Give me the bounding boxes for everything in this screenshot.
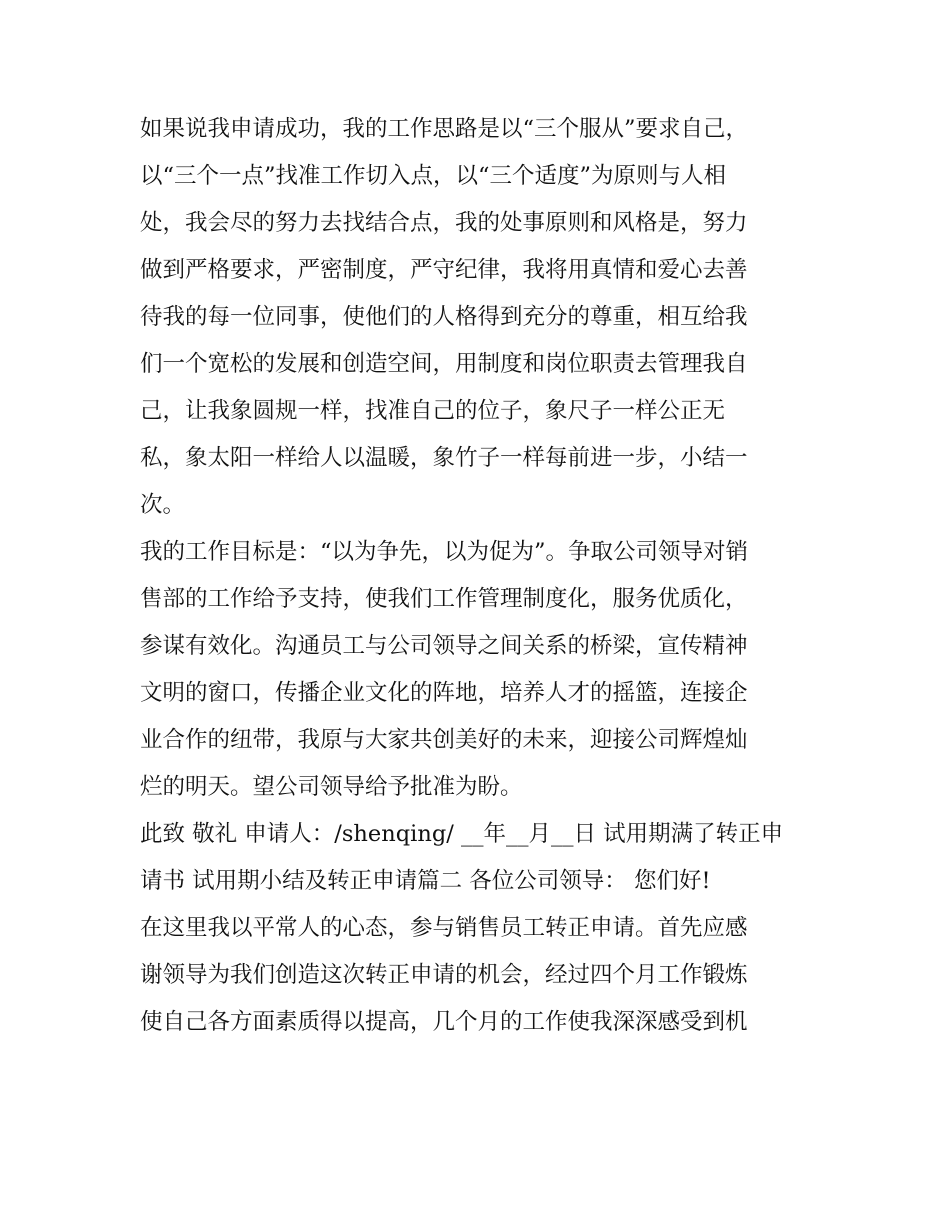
text-line: 以“三个一点”找准工作切入点，以“三个适度”为原则与人相 xyxy=(140,163,727,189)
text-line: 做到严格要求，严密制度，严守纪律，我将用真情和爱心去善 xyxy=(140,257,748,283)
text-line: 处，我会尽的努力去找结合点，我的处事原则和风格是，努力 xyxy=(140,210,748,236)
text-line: 己，让我象圆规一样，找准自己的位子，象尺子一样公正无 xyxy=(140,398,726,424)
text-line: 业合作的纽带，我原与大家共创美好的未来，迎接公司辉煌灿 xyxy=(140,727,748,753)
document-body xyxy=(140,106,830,1046)
text-line: 此致 敬礼 申请人：/shenqing/ __年__月__日 试用期满了转正申 xyxy=(140,821,784,847)
text-line: 文明的窗口，传播企业文化的阵地，培养人才的摇篮，连接企 xyxy=(140,680,748,706)
text-line: 谢领导为我们创造这次转正申请的机会，经过四个月工作锻炼 xyxy=(140,962,748,988)
text-line: 在这里我以平常人的心态，参与销售员工转正申请。首先应感 xyxy=(140,915,748,941)
text-line: 待我的每一位同事，使他们的人格得到充分的尊重，相互给我 xyxy=(140,304,748,330)
text-line: 参谋有效化。沟通员工与公司领导之间关系的桥梁，宣传精神 xyxy=(140,633,748,659)
text-line: 使自己各方面素质得以提高，几个月的工作使我深深感受到机 xyxy=(140,1009,748,1035)
text-line: 我的工作目标是：“以为争先，以为促为”。争取公司领导对销 xyxy=(140,539,749,565)
text-line: 私，象太阳一样给人以温暖，象竹子一样每前进一步，小结一 xyxy=(140,445,748,471)
text-line: 售部的工作给予支持，使我们工作管理制度化，服务优质化， xyxy=(140,586,748,612)
text-line: 们一个宽松的发展和创造空间，用制度和岗位职责去管理我自 xyxy=(140,351,748,377)
text-line: 如果说我申请成功，我的工作思路是以“三个服从”要求自己， xyxy=(140,116,749,142)
text-line: 次。 xyxy=(140,492,186,518)
text-line: 请书 试用期小结及转正申请篇二 各位公司领导： 您们好! xyxy=(140,868,711,894)
text-line: 烂的明天。望公司领导给予批准为盼。 xyxy=(140,774,523,800)
